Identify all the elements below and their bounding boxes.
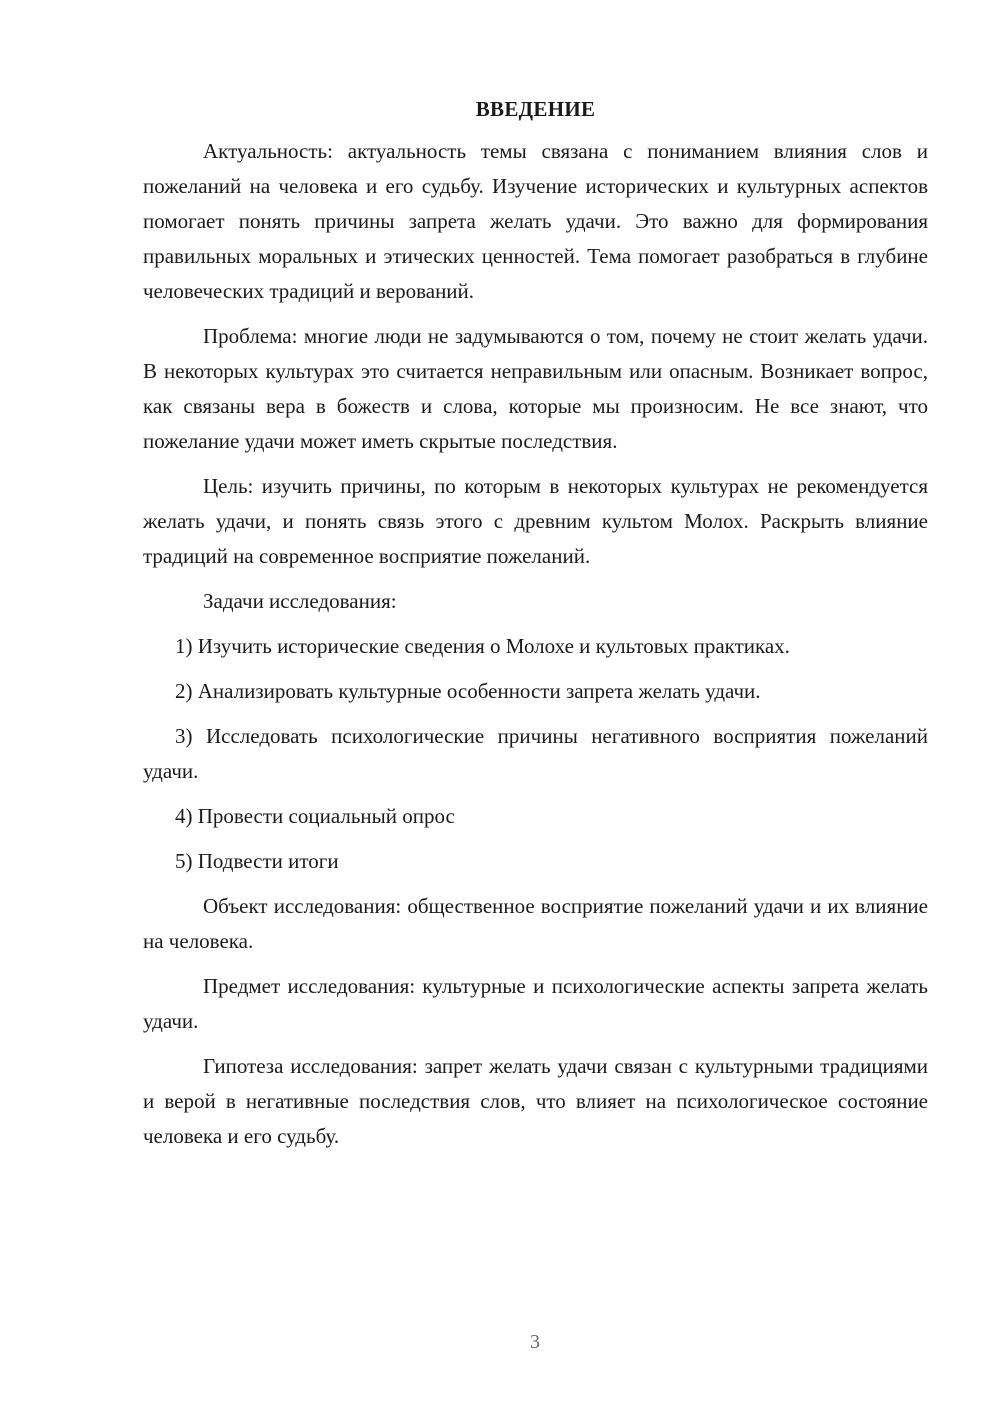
relevance-paragraph: Актуальность: актуальность темы связана с пониманием влияния слов и пожеланий на человека и его судьбу. Изучение исторических и культурных аспектов помогает понять причины запрета желать удачи. Это важно для формирования правильных моральных и этических ценностей. Тема помогает разобраться в глубине человеческих традиций и верований. <box>143 139 928 303</box>
hypothesis-paragraph: Гипотеза исследования: запрет желать удачи связан с культурными традициями и верой в негативные последствия слов, что влияет на психологическое состояние человека и его судьбу. <box>143 1054 928 1148</box>
task-item-5: 5) Подвести итоги <box>175 849 339 873</box>
task-item-3: 3) Исследовать психологические причины негативного восприятия пожеланий удачи. <box>143 724 928 783</box>
page-number: 3 <box>530 1331 540 1353</box>
task-item-2: 2) Анализировать культурные особенности запрета желать удачи. <box>175 679 761 703</box>
document-page <box>143 92 928 1164</box>
tasks-heading: Задачи исследования: <box>203 589 397 613</box>
task-item-4: 4) Провести социальный опрос <box>175 804 455 828</box>
section-title: ВВЕДЕНИЕ <box>475 97 596 121</box>
task-item-1: 1) Изучить исторические сведения о Молохе и культовых практиках. <box>175 634 790 658</box>
problem-paragraph: Проблема: многие люди не задумываются о том, почему не стоит желать удачи. В некоторых культурах это считается неправильным или опасным. Возникает вопрос, как связаны вера в божеств и слова, которые мы произносим. Не все знают, что пожелание удачи может иметь скрытые последствия. <box>143 324 928 453</box>
subject-paragraph: Предмет исследования: культурные и психологические аспекты запрета желать удачи. <box>143 974 928 1033</box>
object-paragraph: Объект исследования: общественное восприятие пожеланий удачи и их влияние на человека. <box>143 894 928 953</box>
goal-paragraph: Цель: изучить причины, по которым в некоторых культурах не рекомендуется желать удачи, и понять связь этого с древним культом Молох. Раскрыть влияние традиций на современное восприятие пожеланий. <box>143 474 928 568</box>
